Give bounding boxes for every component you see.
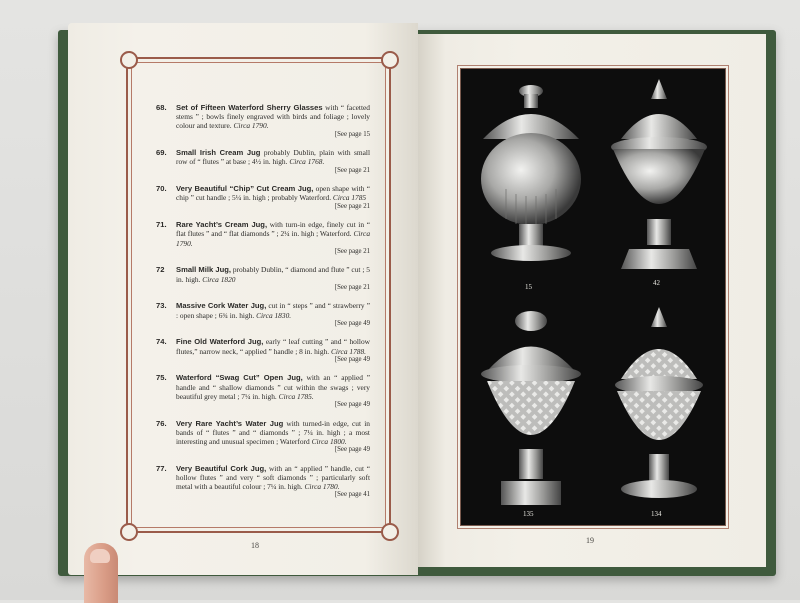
- entry-date: Circa 1830.: [256, 310, 292, 320]
- entry-number: 69.: [156, 148, 167, 158]
- catalogue-entry: [156, 301, 370, 327]
- page-number-right: 19: [586, 536, 594, 545]
- entry-number: 68.: [156, 103, 167, 112]
- entry-text: early “ leaf cutting ” and “ hollow flutes,” narrow neck, “ applied ” handle ; 8 in. high.: [176, 337, 370, 356]
- thumbnail-nail: [90, 549, 110, 563]
- frame-corner-ornament: [120, 523, 138, 541]
- plate-caption: 42: [653, 279, 660, 287]
- entry-date: Circa 1785: [332, 193, 367, 203]
- entry-title: Rare Yacht’s Cream Jug,: [176, 220, 268, 230]
- entry-text: open shape with “ chip ” cut handle ; 5¼ in. high ; probably Waterford.: [176, 184, 370, 203]
- entry-text: probably Dublin, “ diamond and flute ” cut ; 5 in. high.: [176, 265, 371, 284]
- entry-date: Circa 1800.: [311, 437, 347, 447]
- entry-number: 77.: [156, 463, 167, 473]
- entry-title: Very Rare Yacht’s Water Jug: [176, 418, 284, 428]
- entry-text: with turned-in edge, cut in bands of “ flutes ” and “ diamonds ” ; 7¼ in. high ; a most interesting and unusual specimen ; Waterford: [176, 418, 370, 447]
- photo-plate: [460, 68, 726, 526]
- entry-number: 71.: [156, 220, 167, 230]
- catalogue-entry: [156, 419, 370, 455]
- entry-text: cut in “ steps ” and “ strawberry ” : open shape ; 6¾ in. high.: [176, 301, 370, 320]
- glass-134-urn: [615, 307, 703, 498]
- catalogue-entry: [156, 148, 370, 174]
- entry-text: with “ facetted stems ” ; bowls finely engraved with birds and foliage ; lovely colour and texture.: [176, 103, 370, 131]
- entry-title: Fine Old Waterford Jug,: [176, 337, 264, 347]
- frame-corner-ornament: [381, 523, 399, 541]
- entry-title: Very Beautiful “Chip” Cut Cream Jug,: [176, 184, 314, 194]
- catalogue-entries: [156, 103, 370, 509]
- entry-number: 73.: [156, 301, 167, 311]
- entry-text: probably Dublin, plain with small row of “ flutes ” at base ; 4½ in. high.: [176, 148, 370, 167]
- entry-date: Circa 1788.: [330, 346, 367, 356]
- catalogue-entry: [156, 337, 370, 363]
- page-number-left: 18: [251, 541, 259, 550]
- entry-number: 70.: [156, 184, 167, 194]
- entry-date: Circa 1790.: [233, 121, 269, 131]
- entry-title: Very Beautiful Cork Jug,: [176, 463, 267, 473]
- entry-date: Circa 1768.: [289, 157, 325, 167]
- entry-text: with turn-in edge, finely cut in “ flat flutes ” and “ flat diamonds ” ; 2¼ in. high ; Waterford.: [176, 220, 370, 239]
- catalogue-entry: [156, 265, 370, 291]
- entry-date: Circa 1780.: [304, 482, 340, 492]
- catalogue-entry: [156, 373, 370, 409]
- entry-page-ref: [See page 21: [334, 166, 370, 174]
- frame-corner-ornament: [381, 51, 399, 69]
- entry-title: Set of Fifteen Waterford Sherry Glasses: [176, 103, 323, 112]
- catalogue-entry: [156, 184, 370, 210]
- entry-date: Circa 1820: [202, 274, 236, 284]
- entry-page-ref: [See page 49: [334, 446, 370, 454]
- glass-15-jar: [481, 85, 581, 261]
- glass-42-urn: [611, 79, 707, 269]
- entry-page-ref: [See page 49: [334, 319, 370, 327]
- entry-page-ref: [See page 21: [334, 283, 370, 291]
- entry-number: 72: [156, 265, 165, 275]
- entry-number: 74.: [156, 337, 167, 347]
- entry-number: 76.: [156, 418, 167, 428]
- entry-text: with an “ applied ” handle and “ shallow diamonds ” cut within the swags ; very beautiful grey metal ; 7¼ in. high.: [176, 373, 370, 401]
- entry-page-ref: [See page 49: [334, 355, 370, 363]
- entry-page-ref: [See page 21: [334, 247, 370, 255]
- catalogue-entry: [156, 464, 370, 500]
- catalogue-entry: [156, 103, 370, 139]
- entry-page-ref: [See page 21: [334, 202, 370, 210]
- entry-text: with an “ applied ” handle, cut “ hollow flutes ” and very “ soft diamonds ” ; particularly soft metal with a beautiful colour ; 7¼ in. high.: [176, 463, 370, 492]
- entry-date: Circa 1785.: [278, 391, 314, 401]
- entry-title: Small Milk Jug,: [176, 265, 231, 275]
- catalogue-entry: [156, 220, 370, 256]
- plate-caption: 134: [651, 510, 662, 518]
- entry-page-ref: [See page 15: [334, 130, 370, 138]
- glass-135-jar: [481, 311, 581, 505]
- entry-title: Small Irish Cream Jug: [176, 148, 261, 158]
- entry-number: 75.: [156, 373, 167, 383]
- glassware-illustration: [461, 69, 725, 525]
- entry-title: Waterford “Swag Cut” Open Jug,: [176, 373, 303, 383]
- frame-corner-ornament: [120, 51, 138, 69]
- entry-page-ref: [See page 49: [334, 401, 370, 409]
- entry-title: Massive Cork Water Jug,: [176, 301, 267, 311]
- plate-caption: 135: [523, 510, 534, 518]
- entry-page-ref: [See page 41: [334, 491, 370, 499]
- plate-caption: 15: [525, 283, 532, 291]
- entry-date: Circa 1790.: [176, 229, 371, 248]
